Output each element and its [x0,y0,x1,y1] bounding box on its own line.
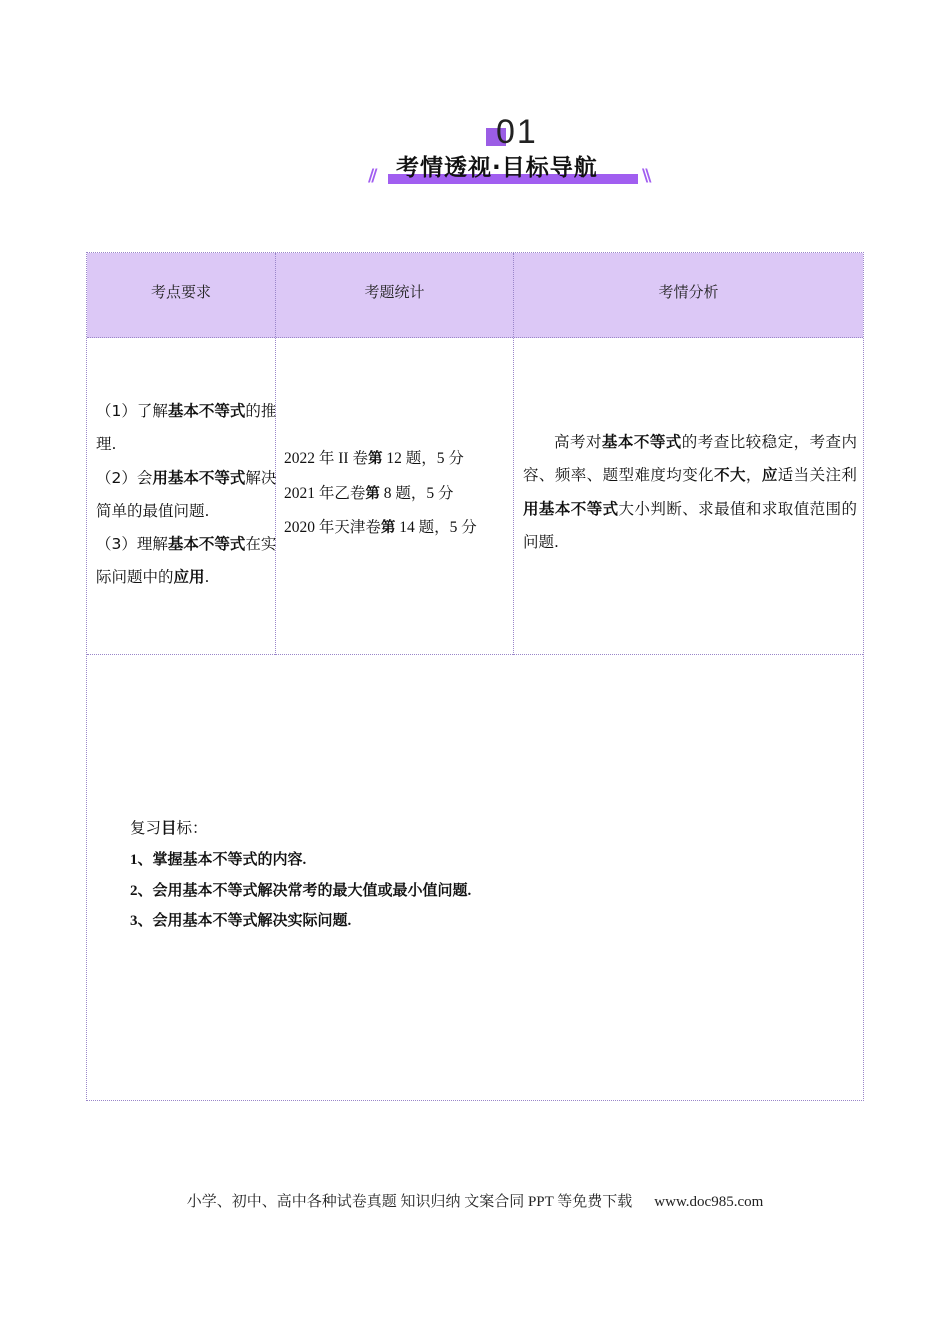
footer-text: 小学、初中、高中各种试卷真题 知识归纳 文案合同 PPT 等免费下载 [186,1194,633,1210]
section-number: 01 [496,113,538,151]
goal-item: 1、掌握基本不等式的内容. [130,852,307,868]
requirement-item: （3）理解基本不等式在实际问题中的应用. [96,535,277,587]
row-divider [87,654,863,655]
requirement-item: （2）会用基本不等式解决简单的最值问题. [96,468,277,520]
slash-decoration-right: \\ [642,166,649,186]
header-analysis: 考情分析 [658,283,719,301]
footer-url[interactable]: www.doc985.com [654,1194,764,1210]
stat-line: 2021 年乙卷第 8 题，5 分 [284,484,454,502]
review-goals [130,813,830,937]
section-title: 考情透视·目标导航 [396,155,598,181]
statistics-cell [284,442,514,546]
analysis-cell: 高考对基本不等式的考查比较稳定，考查内容、频率、题型难度均变化不大，应适当关注利用基本不等式大小判断、求最值和求取值范围的问题. [523,433,857,551]
requirements-cell [96,395,278,595]
goal-item: 3、会用基本不等式解决实际问题. [130,913,352,929]
stat-line: 2022 年 II 卷第 12 题，5 分 [284,450,464,467]
header-requirements: 考点要求 [150,283,211,301]
slash-decoration-left: // [368,166,375,186]
goal-item: 2、会用基本不等式解决常考的最大值或最小值问题. [130,882,472,899]
requirement-item: （1）了解基本不等式的推理. [96,402,277,454]
goals-title: 复习目标： [130,819,208,837]
stat-line: 2020 年天津卷第 14 题，5 分 [284,519,477,536]
page-footer [0,1190,950,1211]
header-statistics: 考题统计 [364,283,425,301]
exam-analysis-table [86,252,864,1101]
